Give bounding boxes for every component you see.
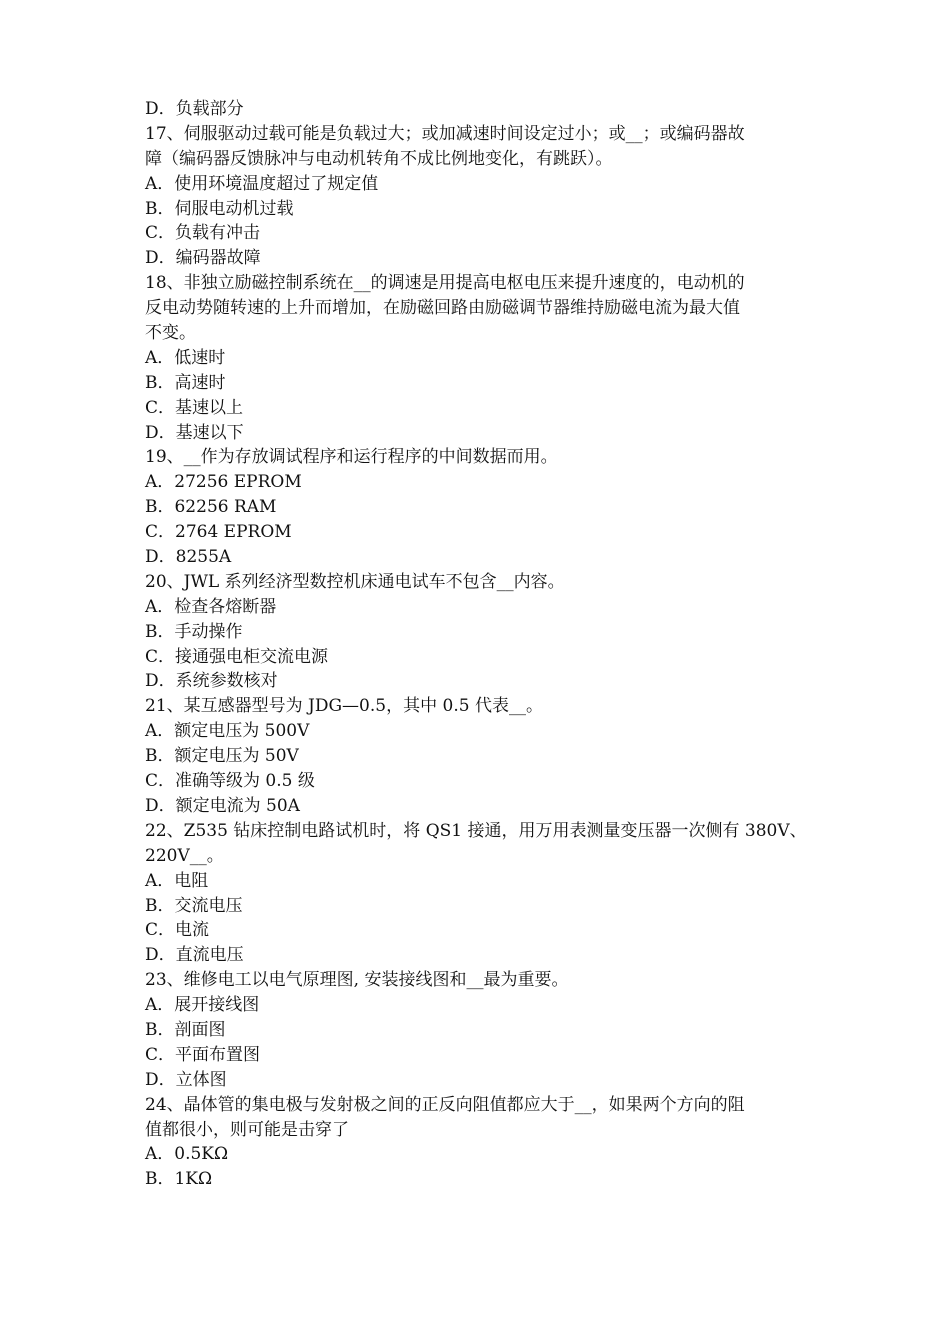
question-21-option-c: C．准确等级为 0.5 级	[145, 771, 315, 792]
question-18-line-1: 18、非独立励磁控制系统在__的调速是用提高电枢电压来提升速度的，电动机的	[145, 273, 745, 294]
question-23-option-c: C．平面布置图	[145, 1044, 261, 1065]
question-18-line-3: 不变。	[145, 323, 196, 344]
question-17-option-b: B．伺服电动机过载	[145, 198, 294, 219]
question-17-option-d: D．编码器故障	[145, 248, 261, 269]
question-22-line-1: 22、Z535 钻床控制电路试机时，将 QS1 接通，用万用表测量变压器一次侧有 380V、	[145, 820, 807, 841]
question-20-option-a: A．检查各熔断器	[145, 596, 277, 617]
question-24-option-a: A．0.5KΩ	[145, 1144, 229, 1165]
question-20-option-d: D．系统参数核对	[145, 671, 278, 692]
question-21-option-d: D．额定电流为 50A	[145, 795, 300, 816]
question-23-option-d: D．立体图	[145, 1069, 227, 1090]
option-line: D．负载部分	[145, 99, 244, 119]
question-23-line-1: 23、维修电工以电气原理图, 安装接线图和__最为重要。	[145, 970, 569, 991]
question-22-option-b: B．交流电压	[145, 895, 243, 916]
document-body	[145, 97, 825, 1192]
question-20-line-1: 20、JWL 系列经济型数控机床通电试车不包含__内容。	[145, 571, 565, 592]
question-18-option-a: A．低速时	[145, 347, 226, 368]
question-23-option-b: B．剖面图	[145, 1019, 226, 1040]
question-17-option-c: C．负载有冲击	[145, 223, 261, 244]
question-22-option-a: A．电阻	[145, 870, 209, 891]
question-19-option-b: B．62256 RAM	[145, 497, 277, 518]
question-19-option-d: D．8255A	[145, 547, 232, 568]
question-20-option-b: B．手动操作	[145, 621, 243, 642]
question-24-line-1: 24、晶体管的集电极与发射极之间的正反向阻值都应大于__，如果两个方向的阻	[145, 1094, 745, 1115]
question-18-line-2: 反电动势随转速的上升而增加，在励磁回路由励磁调节器维持励磁电流为最大值	[145, 298, 740, 319]
question-19-option-c: C．2764 EPROM	[145, 522, 292, 543]
question-19-line-1: 19、__作为存放调试程序和运行程序的中间数据而用。	[145, 447, 558, 468]
question-21-line-1: 21、某互感器型号为 JDG—0.5，其中 0.5 代表__。	[145, 696, 543, 717]
question-19-option-a: A．27256 EPROM	[145, 472, 302, 493]
question-21-option-a: A．额定电压为 500V	[145, 721, 310, 742]
question-24-option-b: B．1KΩ	[145, 1169, 213, 1190]
question-17-line-2: 障（编码器反馈脉冲与电动机转角不成比例地变化，有跳跃）。	[145, 148, 613, 169]
question-18-option-b: B．高速时	[145, 372, 226, 393]
question-18-option-c: C．基速以上	[145, 397, 244, 418]
question-23-option-a: A．展开接线图	[145, 995, 260, 1016]
question-21-option-b: B．额定电压为 50V	[145, 746, 299, 767]
question-24-line-2: 值都很小，则可能是击穿了	[145, 1119, 349, 1140]
question-17-option-a: A．使用环境温度超过了规定值	[145, 173, 379, 194]
question-22-option-c: C．电流	[145, 920, 210, 941]
question-17-line-1: 17、伺服驱动过载可能是负载过大；或加减速时间设定过小；或__；或编码器故	[145, 123, 745, 144]
question-22-line-2: 220V__。	[145, 845, 224, 866]
question-22-option-d: D．直流电压	[145, 945, 244, 966]
question-20-option-c: C．接通强电柜交流电源	[145, 646, 329, 667]
question-18-option-d: D．基速以下	[145, 422, 244, 443]
